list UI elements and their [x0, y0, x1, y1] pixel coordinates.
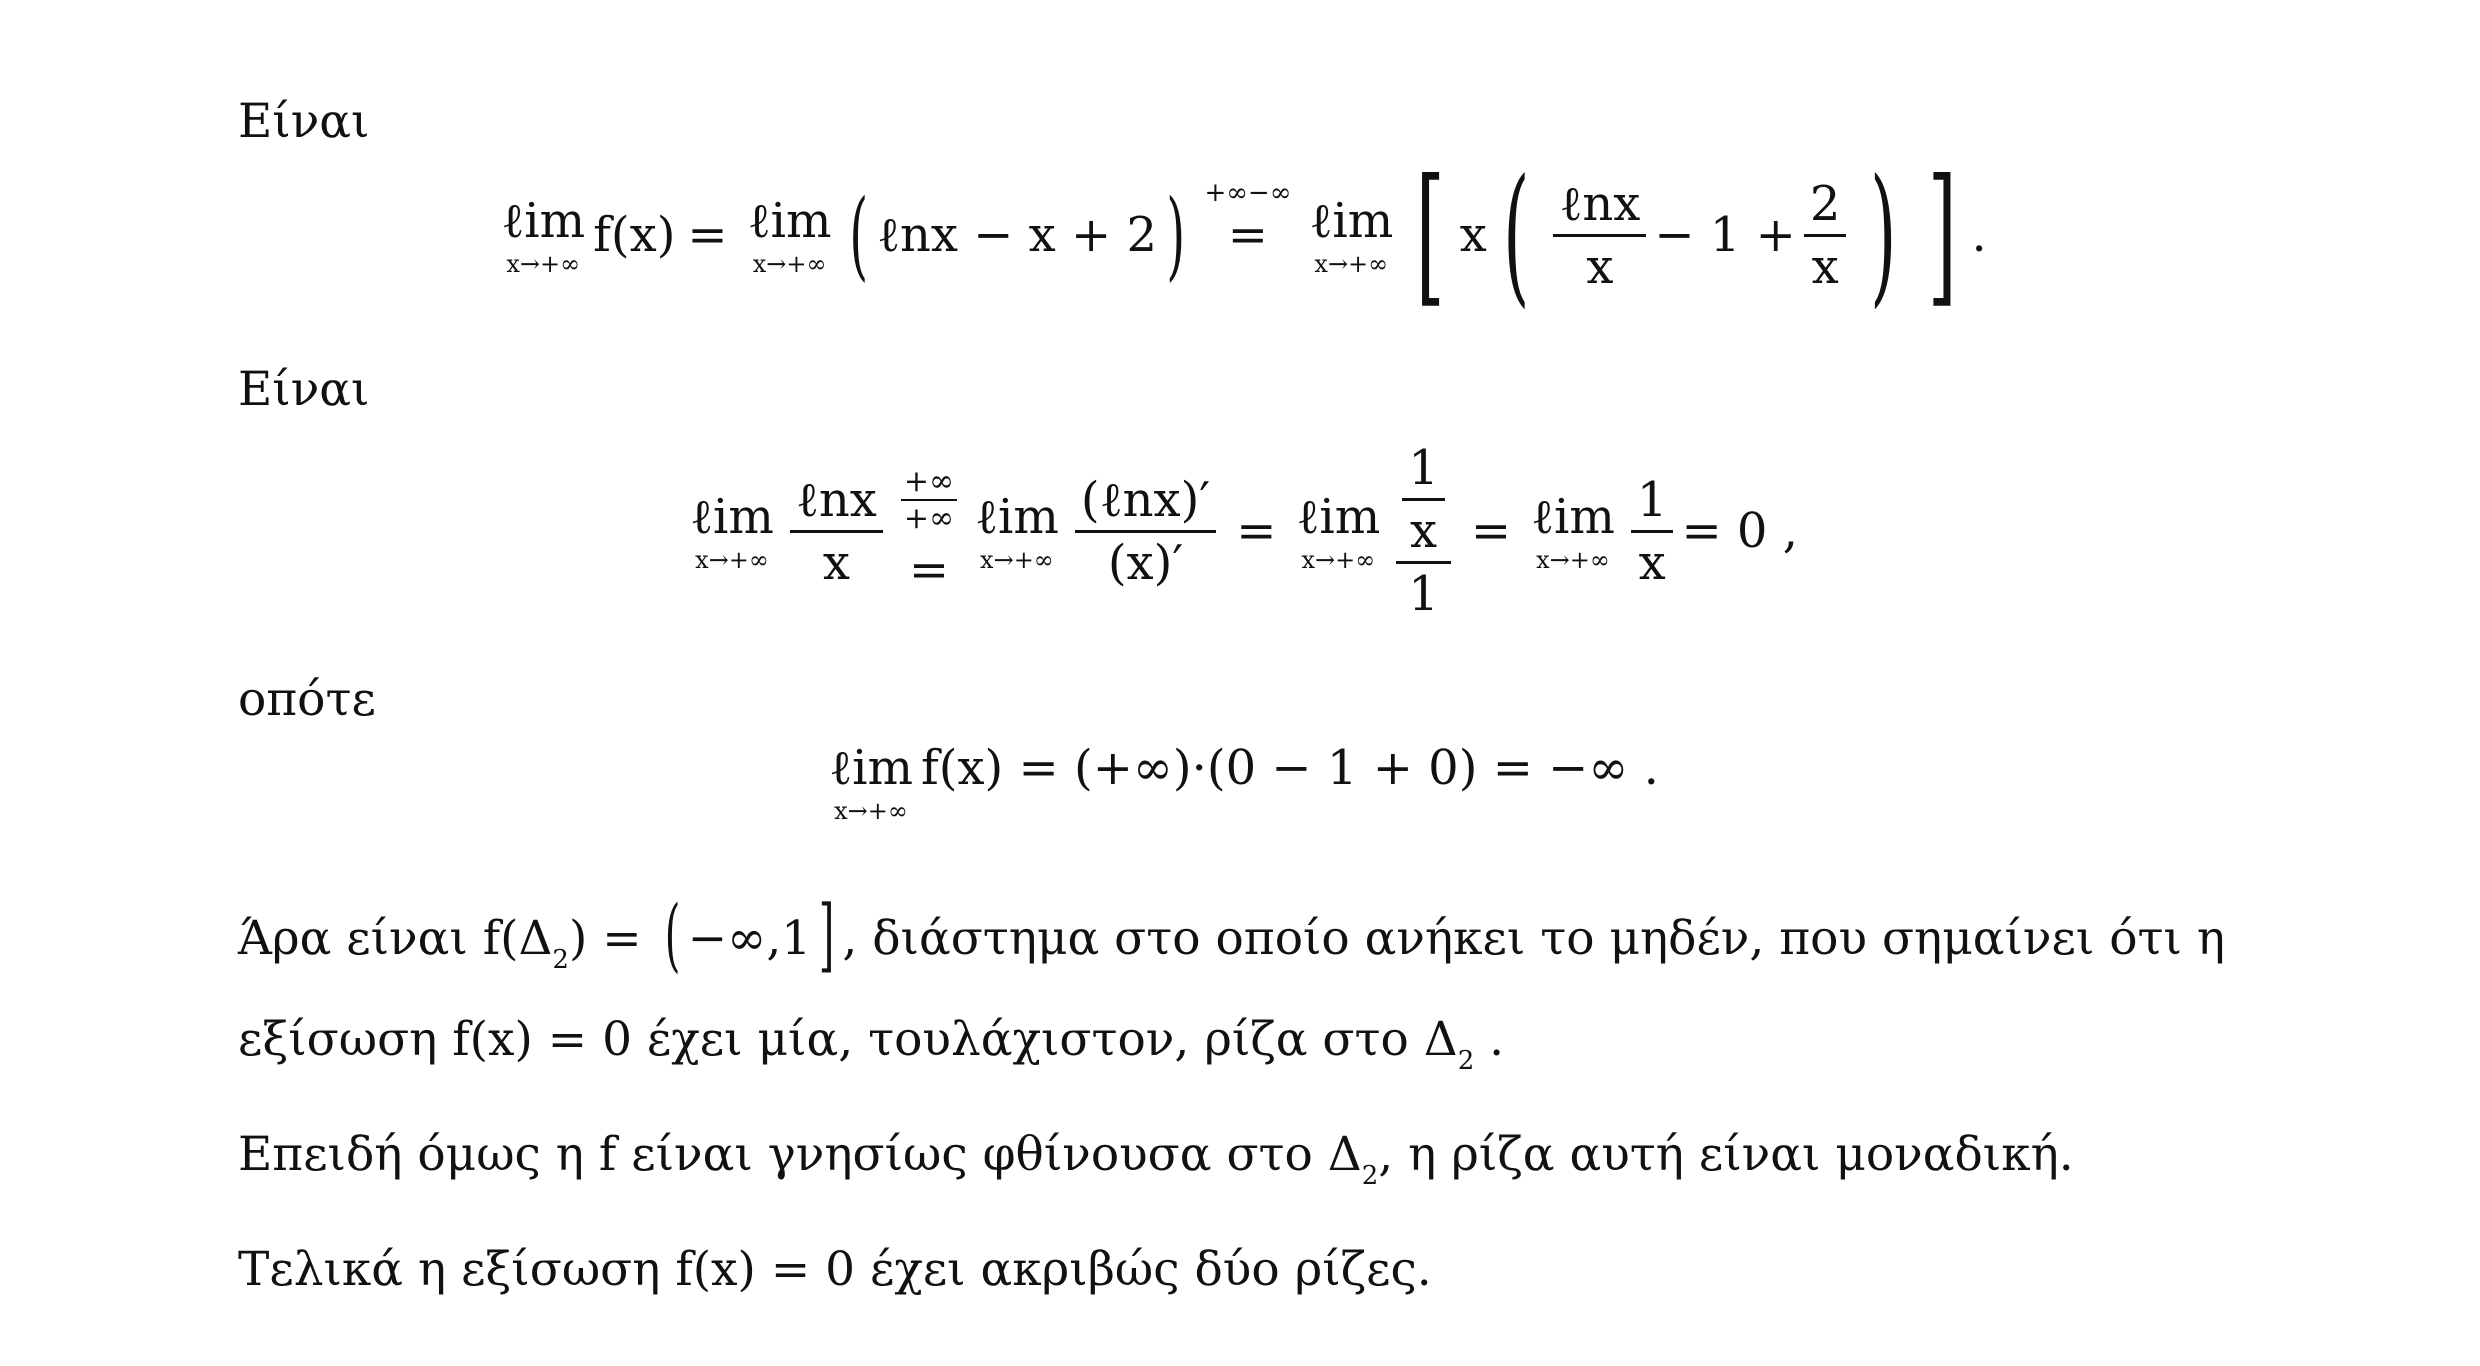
left-bracket: [ [1415, 148, 1446, 322]
interval: −∞,1 [687, 911, 812, 966]
limit-operator: ℓim x→+∞ [975, 489, 1059, 574]
right-paren: ) [1166, 179, 1186, 291]
factor-x: x [1459, 207, 1487, 263]
equals-sign: = [1470, 503, 1512, 559]
text-line-3: οπότε [238, 672, 376, 727]
text-line-7: Τελικά η εξίσωση f(x) = 0 έχει ακριβώς δύο ρίζες. [238, 1242, 1432, 1297]
limit-operator: ℓim x→+∞ [501, 193, 586, 278]
fraction: $\frac{2}{x}$ [1804, 176, 1847, 295]
limit-operator: ℓim x→+∞ [1531, 489, 1615, 574]
left-paren: ( [848, 179, 868, 291]
fraction: $\frac{\text{ℓnx}}{x}$ [1553, 176, 1646, 295]
right-paren: ) [1870, 148, 1897, 322]
equation-body: f(x) = (+∞)·(0 − 1 + 0) = −∞ . [920, 740, 1659, 796]
limit-operator: ℓim x→+∞ [690, 489, 774, 574]
left-paren: ( [1502, 148, 1530, 322]
equals-sign: = [1236, 503, 1277, 559]
text-line-4: Άρα είναι $f(\Delta_2)$ = ( −∞,1] , διάστημα στο οποίο ανήκει το μηδέν, που σημαίνει ότι η [238, 888, 2226, 981]
fraction: $\frac{\text{ℓnx}}{x}$ [790, 472, 883, 591]
limit-operator: ℓim x→+∞ [829, 740, 913, 825]
equation-3 [0, 740, 2480, 824]
indeterminate-equals: +∞−∞ = [1204, 178, 1292, 263]
fraction: $\frac{1}{x}$ [1631, 472, 1674, 591]
text-line-5: εξίσωση f(x) = 0 έχει μία, τουλάχιστον, ρίζα στο $\Delta_2$ . [238, 1012, 1505, 1076]
period: . [1971, 207, 1987, 263]
operator-term: − 1 + [1654, 207, 1796, 263]
limit-operator: ℓim x→+∞ [1309, 193, 1394, 278]
text-line-6: Επειδή όμως η f είναι γνησίως φθίνουσα στο $\Delta_2$, η ρίζα αυτή είναι μοναδική. [238, 1127, 2074, 1191]
limit-operator: ℓim x→+∞ [747, 193, 832, 278]
result: = 0 , [1681, 503, 1798, 559]
equation-1 [0, 148, 2480, 322]
limit-operator: ℓim x→+∞ [1296, 489, 1381, 574]
equals-sign: = [687, 207, 728, 263]
fraction: $\frac{\text{(ℓnx)′}}{(x)'}$ [1075, 472, 1216, 591]
right-bracket: ] [1927, 148, 1957, 322]
function-term: f(x) [593, 207, 676, 263]
indeterminate-equals: $\frac{+\infty}{+\infty}$ = [901, 464, 957, 598]
inner-expression: ℓnx − x + 2 [876, 207, 1158, 263]
text-line-1: Είναι [238, 94, 370, 149]
text-line-2: Είναι [238, 362, 370, 417]
equation-2 [0, 440, 2480, 622]
compound-fraction: $\frac{\frac{1}{x}}{1}$ [1396, 440, 1451, 622]
